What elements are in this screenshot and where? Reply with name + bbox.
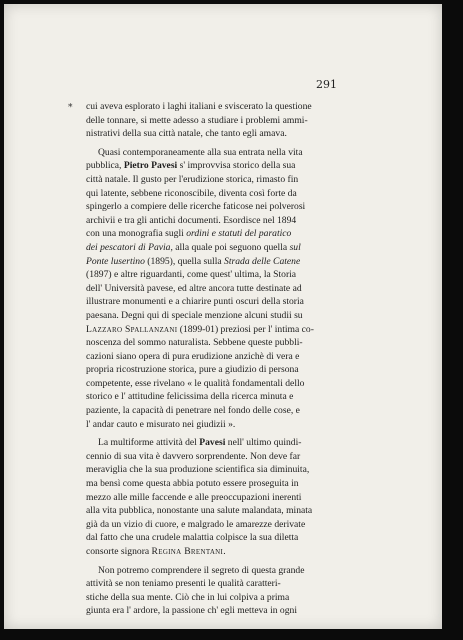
margin-mark: * xyxy=(68,103,73,113)
body-text xyxy=(86,100,341,623)
text-run: s' improvvisa storico della sua xyxy=(177,160,296,172)
text-run: consorte signora xyxy=(86,546,152,557)
text-run: Lazzaro Spallanzani xyxy=(86,323,178,335)
text-line: qui latente, sebbene riconoscibile, diventa così forte da xyxy=(86,187,297,199)
text-line xyxy=(86,436,341,450)
text-run: Regina Brentani xyxy=(151,546,224,557)
text-line: ma bensì come questa abbia potuto essere proseguita in xyxy=(86,478,299,490)
text-line: mezzo alle mille faccende e alle preoccupazioni inerenti xyxy=(86,491,302,503)
text-line: storico e l' attitudine felicissima della ricerca minuta e xyxy=(86,391,294,403)
text-line: noscenza del sommo naturalista. Sebbene queste pubbli- xyxy=(86,337,303,349)
text-line xyxy=(86,545,341,559)
text-line: propria ricostruzione storica, pure a giudizio di persona xyxy=(86,364,299,376)
text-line: Non potremo comprendere il segreto di questa grande xyxy=(98,564,305,576)
text-run: La multiforme attività del xyxy=(98,437,200,449)
text-line: cui aveva esplorato i laghi italiani e sviscerato la questione xyxy=(86,101,312,112)
text-run: (1899-01) preziosi per l' intima co- xyxy=(177,323,314,335)
text-line: paziente, la capacità di penetrare nel fondo delle cose, e xyxy=(86,405,300,417)
text-line xyxy=(86,255,341,269)
text-line: spingerlo a compiere delle ricerche faticose nei polverosi xyxy=(86,201,306,213)
text-run: ordini e statuti del paratico xyxy=(186,228,292,240)
text-run: Strada delle Catene xyxy=(224,255,301,267)
text-line xyxy=(86,241,341,255)
text-line: (1897) e altre riguardanti, come quest' ultima, la Storia xyxy=(86,269,297,281)
text-line: attività se non teniamo presenti le qualità caratteri- xyxy=(86,578,281,590)
text-line: paesana. Degni qui di speciale menzione alcuni studii su xyxy=(86,309,303,321)
text-run: sul xyxy=(289,241,301,253)
text-line: dal fatto che una crudele malattia colpisce la sua diletta xyxy=(86,532,299,544)
paragraph xyxy=(86,436,341,558)
text-run: . xyxy=(223,546,226,557)
text-line xyxy=(86,227,341,241)
text-line xyxy=(86,159,341,173)
text-line: delle tonnare, si mette adesso a studiare i problemi ammi- xyxy=(86,114,308,126)
text-line: alla vita pubblica, nonostante una salute malandata, minata xyxy=(86,505,313,517)
text-line xyxy=(86,323,341,337)
text-line: Quasi contemporaneamente alla sua entrata nella vita xyxy=(98,146,303,158)
text-line: cennio di sua vita è davvero sorprendente. Non deve far xyxy=(86,450,301,462)
text-line: città natale. Il gusto per l'erudizione storica, rimasto fin xyxy=(86,173,299,185)
text-run: dei pescatori di Pavia, xyxy=(86,241,173,253)
text-run: Ponte lusertino xyxy=(86,255,145,267)
book-page xyxy=(4,4,442,629)
text-line: giunta era l' ardore, la passione ch' egli metteva in ogni xyxy=(86,605,297,617)
page-number: 291 xyxy=(316,78,337,91)
text-line: illustrare monumenti e a chiarire punti oscuri della storia xyxy=(86,296,304,308)
paragraph xyxy=(86,564,341,618)
text-run: con una monografia sugli xyxy=(86,228,187,240)
paragraph xyxy=(86,146,341,431)
text-line: già da un vizio di cuore, e malgrado le amarezze derivate xyxy=(86,518,306,530)
text-line: nistrativi della sua città natale, che tanto egli amava. xyxy=(86,128,287,140)
text-run: (1895), quella sulla xyxy=(144,255,225,267)
text-run: Pietro Pavesi xyxy=(123,160,178,172)
text-line: l' andar cauto e misurato nei giudizii ». xyxy=(86,418,236,430)
paragraph xyxy=(86,100,341,141)
text-run: nell' ultimo quindi- xyxy=(225,437,302,449)
text-line: cazioni siano opera di pura erudizione anzichè di vera e xyxy=(86,350,300,362)
text-run: Pavesi xyxy=(199,437,226,449)
text-run: pubblica, xyxy=(86,160,124,172)
text-line: competente, esse rivelano « le qualità fondamentali dello xyxy=(86,377,305,389)
text-line: dell' Università pavese, ed altre ancora tutte destinate ad xyxy=(86,282,302,294)
text-line: stiche della sua mente. Ciò che in lui colpiva a prima xyxy=(86,591,290,603)
text-line: meraviglia che la sua produzione scientifica sia diminuita, xyxy=(86,464,310,476)
text-line: archivii e tra gli antichi documenti. Esordisce nel 1894 xyxy=(86,214,297,226)
text-run: alla quale poi seguono quella xyxy=(172,241,290,253)
